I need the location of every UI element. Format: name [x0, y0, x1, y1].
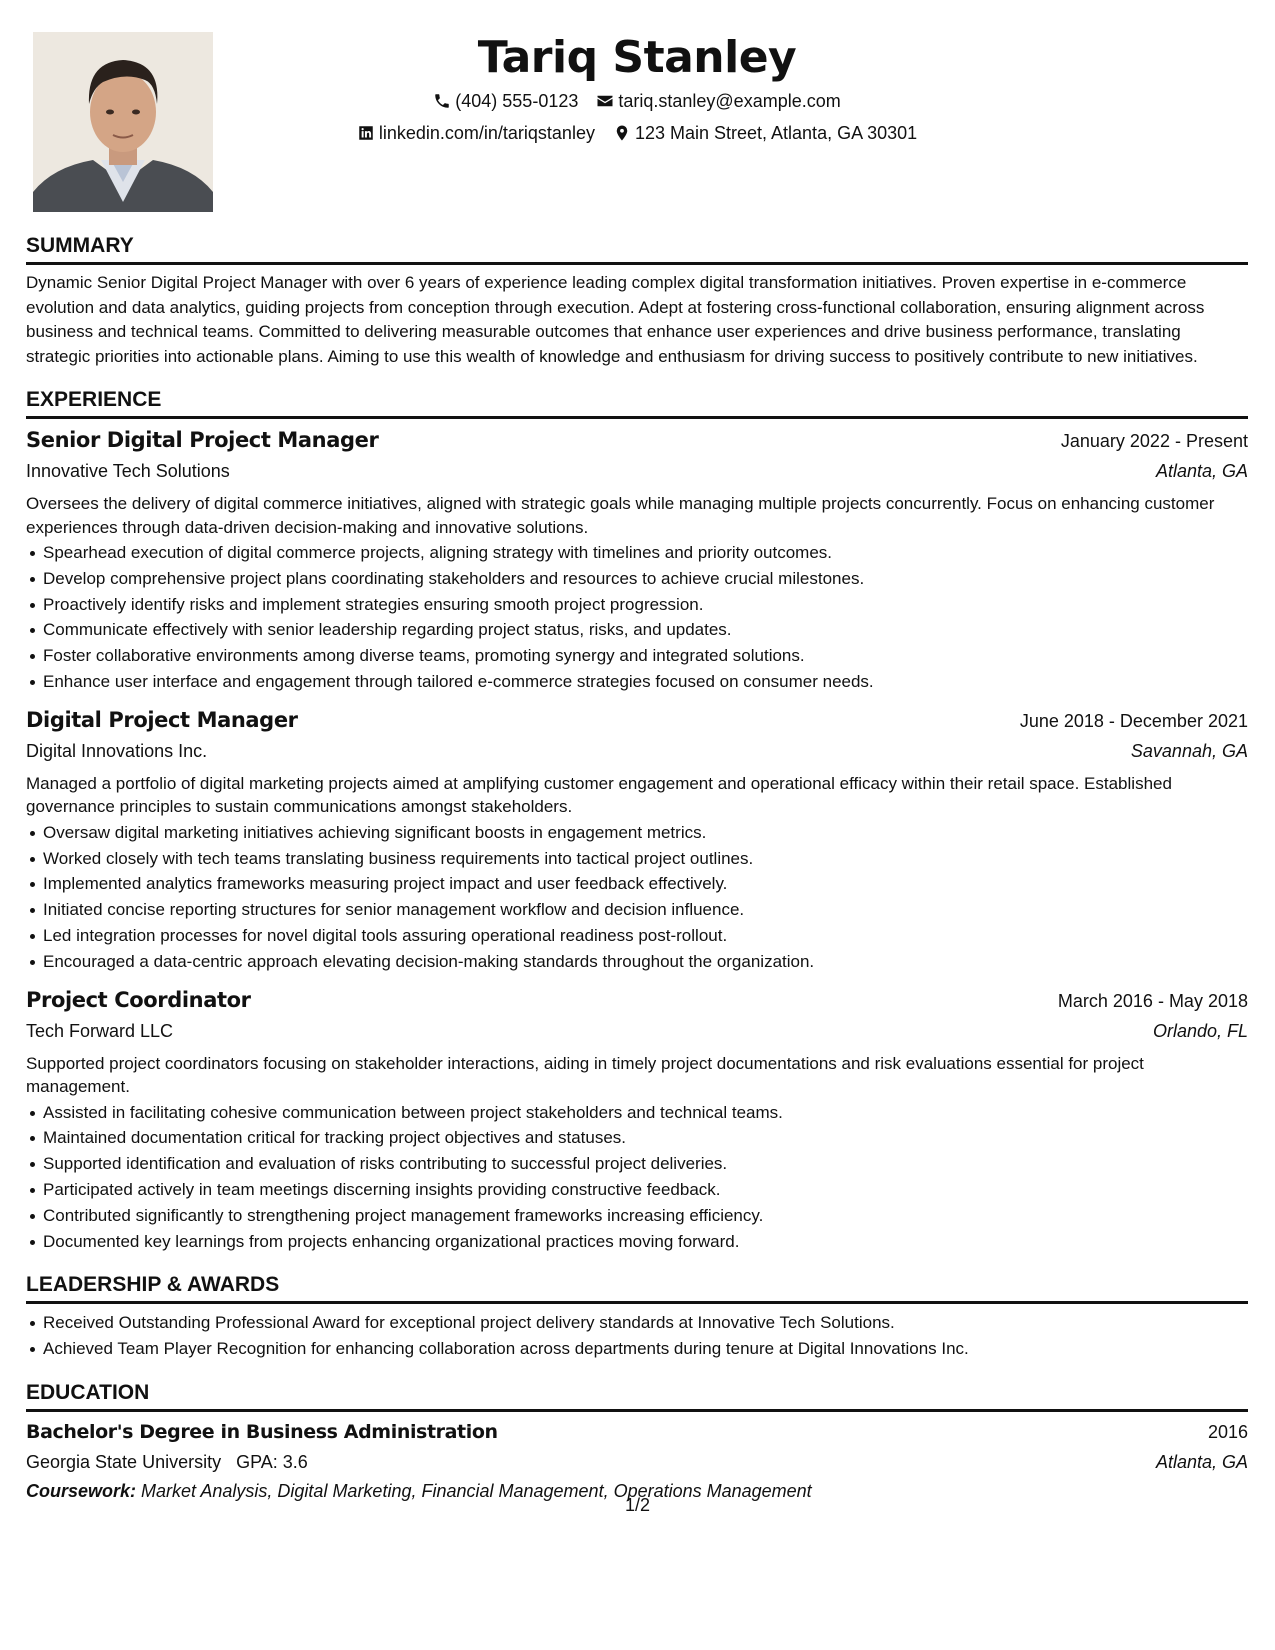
job-entry: [26, 705, 1248, 975]
job-title: Project Coordinator: [26, 987, 251, 1012]
contact-linkedin[interactable]: [357, 121, 595, 145]
resume-page: [26, 30, 1248, 1506]
list-item: Develop comprehensive project plans coordinating stakeholders and resources to achieve crucial milestones.: [26, 566, 1248, 592]
list-item: Documented key learnings from projects enhancing organizational practices moving forward.: [26, 1229, 1248, 1255]
phone-text: (404) 555-0123: [455, 91, 579, 111]
leadership-bullets: [26, 1310, 1248, 1362]
job-location: Atlanta, GA: [1155, 461, 1248, 481]
list-item: Enhance user interface and engagement through tailored e-commerce strategies focused on consumer needs.: [26, 669, 1248, 695]
job-entry: [26, 425, 1248, 695]
job-title: Digital Project Manager: [26, 707, 298, 732]
gpa: GPA: 3.6: [236, 1451, 308, 1472]
contact-line-1: [26, 89, 1248, 113]
envelope-icon: [596, 92, 614, 110]
linkedin-icon: [357, 124, 375, 142]
list-item: Proactively identify risks and implement strategies ensuring smooth project progression.: [26, 592, 1248, 618]
list-item: Initiated concise reporting structures for senior management workflow and decision influence.: [26, 897, 1248, 923]
list-item: Foster collaborative environments among diverse teams, promoting synergy and integrated solutions.: [26, 643, 1248, 669]
candidate-name: Tariq Stanley: [477, 32, 797, 83]
school-location: Atlanta, GA: [1155, 1451, 1248, 1472]
list-item: Maintained documentation critical for tracking project objectives and statuses.: [26, 1125, 1248, 1151]
list-item: Worked closely with tech teams translating business requirements into tactical project outlines.: [26, 846, 1248, 872]
list-item: Assisted in facilitating cohesive communication between project stakeholders and technical teams.: [26, 1100, 1248, 1126]
job-location: Orlando, FL: [1152, 1020, 1248, 1041]
job-company: Digital Innovations Inc.: [26, 740, 208, 761]
contact-address: [613, 121, 917, 145]
list-item: Communicate effectively with senior leadership regarding project status, risks, and updates.: [26, 617, 1248, 643]
degree-title: Bachelor's Degree in Business Administration: [26, 1420, 498, 1443]
job-description: Managed a portfolio of digital marketing projects aimed at amplifying customer engagement and operational efficacy within their retail space. Established governance principles to sustain communications amongst stakeholders.: [26, 773, 1172, 817]
contact-email[interactable]: [596, 89, 840, 113]
education-heading: EDUCATION: [26, 1380, 1248, 1412]
school-line: [26, 1448, 308, 1477]
job-bullets: [26, 1100, 1248, 1255]
list-item: Supported identification and evaluation of risks contributing to successful project deliveries.: [26, 1151, 1248, 1177]
leadership-heading: LEADERSHIP & AWARDS: [26, 1272, 1248, 1304]
summary-heading: SUMMARY: [26, 233, 1248, 265]
experience-heading: EXPERIENCE: [26, 387, 1248, 419]
coursework-list: Market Analysis, Digital Marketing, Financial Management, Operations Management: [141, 1480, 812, 1501]
job-location: Savannah, GA: [1130, 740, 1248, 761]
job-company: Innovative Tech Solutions: [26, 461, 230, 481]
job-entry: [26, 985, 1248, 1255]
resume-header: [26, 30, 1248, 215]
contact-line-2: [26, 121, 1248, 145]
job-description: Oversees the delivery of digital commerce initiatives, aligned with strategic goals while managing multiple projects concurrently. Focus on enhancing customer experiences through data-driven decision-making and innovative solutions.: [26, 494, 1215, 537]
list-item: Spearhead execution of digital commerce projects, aligning strategy with timelines and priority outcomes.: [26, 540, 1248, 566]
linkedin-text: linkedin.com/in/tariqstanley: [378, 123, 595, 143]
list-item: Encouraged a data-centric approach elevating decision-making standards throughout the organization.: [26, 949, 1248, 975]
header-info: [26, 30, 1248, 145]
degree-year: 2016: [1207, 1421, 1248, 1442]
job-dates: June 2018 - December 2021: [1019, 710, 1248, 731]
coursework-label: Coursework:: [26, 1480, 137, 1501]
job-bullets: [26, 820, 1248, 975]
list-item: Oversaw digital marketing initiatives achieving significant boosts in engagement metrics.: [26, 820, 1248, 846]
job-title: Senior Digital Project Manager: [26, 428, 379, 452]
list-item: Implemented analytics frameworks measuring project impact and user feedback effectively.: [26, 871, 1248, 897]
list-item: Received Outstanding Professional Award for exceptional project delivery standards at Innovative Tech Solutions.: [26, 1310, 1248, 1336]
school-name: Georgia State University: [26, 1451, 222, 1472]
job-company: Tech Forward LLC: [26, 1020, 174, 1041]
list-item: Participated actively in team meetings discerning insights providing constructive feedback.: [26, 1177, 1248, 1203]
list-item: Achieved Team Player Recognition for enhancing collaboration across departments during tenure at Digital Innovations Inc.: [26, 1336, 1248, 1362]
job-dates: March 2016 - May 2018: [1057, 990, 1248, 1011]
page-number: 1/2: [624, 1495, 651, 1515]
contact-phone[interactable]: [433, 89, 578, 113]
job-description: Supported project coordinators focusing on stakeholder interactions, aiding in timely project documentations and risk evaluations essential for project management.: [26, 1053, 1144, 1097]
job-bullets: [26, 540, 1248, 695]
address-text: 123 Main Street, Atlanta, GA 30301: [634, 123, 918, 143]
map-pin-icon: [613, 124, 631, 142]
phone-icon: [433, 92, 451, 110]
email-text: tariq.stanley@example.com: [618, 91, 841, 111]
job-dates: January 2022 - Present: [1060, 431, 1248, 451]
list-item: Led integration processes for novel digital tools assuring operational readiness post-rollout.: [26, 923, 1248, 949]
list-item: Contributed significantly to strengthening project management frameworks increasing efficiency.: [26, 1203, 1248, 1229]
summary-text: Dynamic Senior Digital Project Manager with over 6 years of experience leading complex digital transformation initiatives. Proven expertise in e-commerce evolution and data analytics, guiding projects from conception through execution. Adept at fostering cross-functional collaboration, ensuring alignment across business and technical teams. Committed to delivering measurable outcomes that enhance user experiences and drive business performance, translating strategic priorities into actionable plans. Aiming to use this wealth of knowledge and enthusiasm for driving success to positively contribute to new initiatives.: [26, 273, 1205, 366]
